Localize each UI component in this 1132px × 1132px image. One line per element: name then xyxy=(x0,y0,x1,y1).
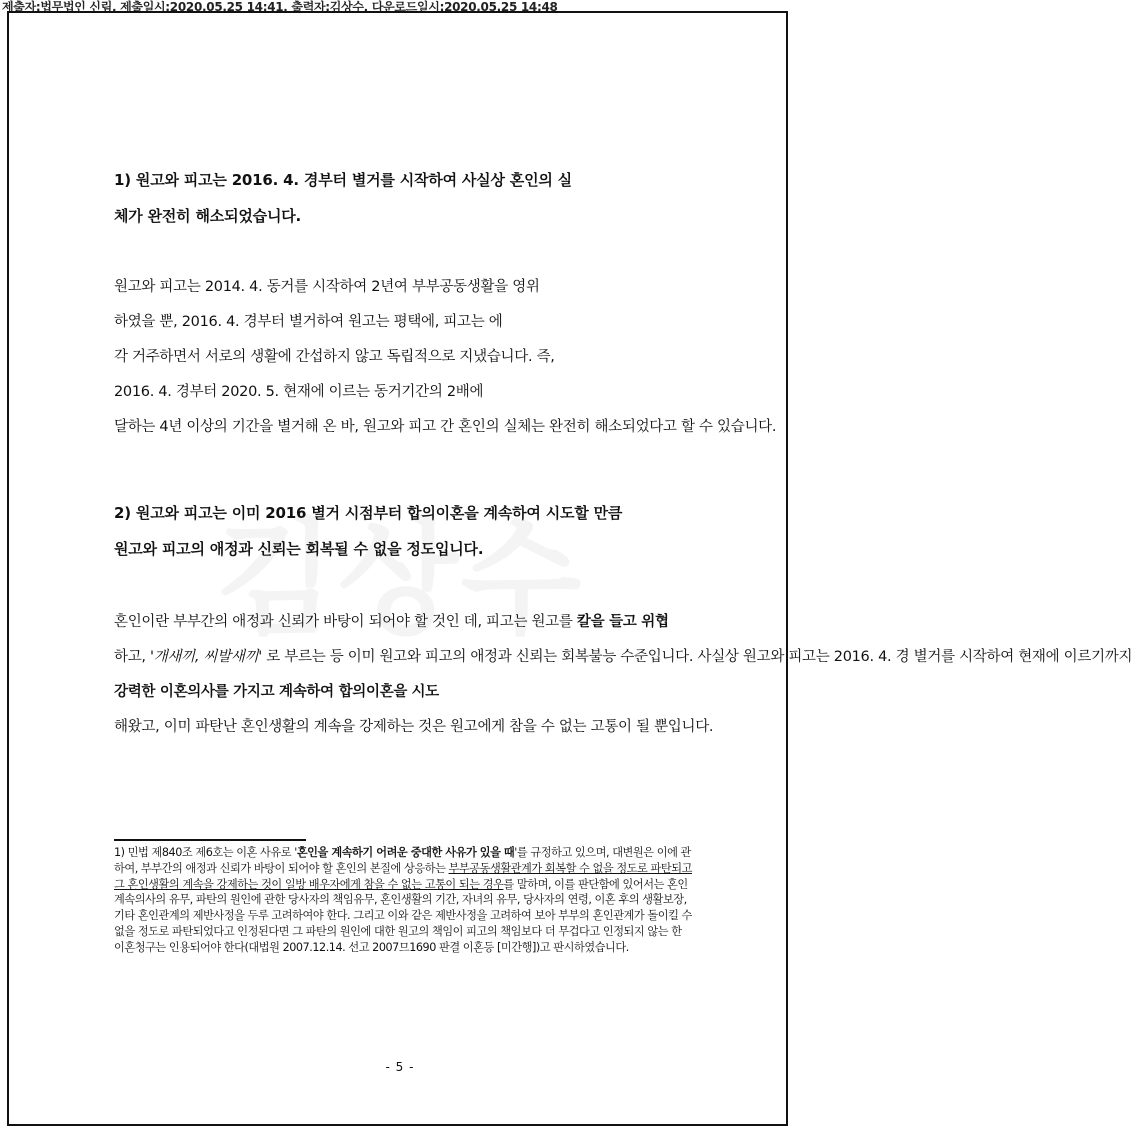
section-1-heading xyxy=(114,162,692,234)
footnote-text: 민법 제840조 제6호는 이혼 사유로 ' xyxy=(127,846,297,859)
section-2-body-text: 하고, ' xyxy=(114,649,154,665)
page-number: - 5 - xyxy=(385,1060,415,1074)
section-2-body-bold-attempt: 시도 xyxy=(411,684,439,700)
section-1-heading-text: 1) 원고와 피고는 2016. 4. 경부터 별거를 시작하여 사실상 혼인의 실 xyxy=(114,171,572,189)
section-1-body-line: 달하는 4년 이상의 기간을 별거해 온 바, 원고와 피고 간 혼인의 실체는 완전히 해소되었다고 할 수 있습니다. xyxy=(114,419,777,435)
footnote xyxy=(114,845,692,956)
section-2-body-bold-threat: 칼을 들고 위협 xyxy=(576,614,669,630)
section-2-body-quote: 개새끼, 씨발새끼 xyxy=(153,649,259,665)
footnote-marker: 1) xyxy=(114,846,125,859)
section-1-body-line: 각 거주하면서 서로의 생활에 간섭하지 않고 독립적으로 지냈습니다. 즉, xyxy=(114,349,555,365)
section-2-heading-text-2: 원고와 피고의 애정과 신뢰는 회복될 수 없을 정도입니다. xyxy=(114,540,484,558)
section-1-body-line: 2016. 4. 경부터 2020. 5. 현재에 이르는 동거기간의 2배에 xyxy=(114,384,484,400)
section-2-heading-text: 2) 원고와 피고는 이미 2016 별거 시점부터 합의이혼을 계속하여 시도할 만큼 xyxy=(114,504,623,522)
header-stamp: 제출자:법무법인 신림, 제출일시:2020.05.25 14:41, 출력자:김상수, 다운로드일시:2020.05.25 14:48 xyxy=(2,0,558,14)
section-2-body-text: ' 로 부르는 등 이미 원고와 피고의 애정과 신뢰는 회복불능 수준입니다. 사실상 원고와 피고는 2016. 4. 경 별거를 시작하여 현재에 이르기까지 xyxy=(258,649,1132,665)
section-2-body-text: 해왔고, 이미 파탄난 혼인생활의 계속을 강제하는 것은 원고에게 참을 수 없는 고통이 될 뿐입니다. xyxy=(114,719,714,735)
section-2-heading xyxy=(114,495,692,567)
section-2-body-text: 혼인이란 부부간의 애정과 신뢰가 바탕이 되어야 할 것인 데, 피고는 원고를 xyxy=(114,614,573,630)
section-1-body xyxy=(114,270,777,445)
footnote-bold: 혼인을 계속하기 어려운 중대한 사유가 있을 때 xyxy=(296,846,515,859)
section-1-body-line: 원고와 피고는 2014. 4. 동거를 시작하여 2년여 부부공동생활을 영위 xyxy=(114,279,540,295)
section-1-heading-text-2: 체가 완전히 해소되었습니다. xyxy=(114,207,302,225)
section-1-body-line: 하였을 뿐, 2016. 4. 경부터 별거하여 원고는 평택에, 피고는 에 xyxy=(114,314,503,330)
footnote-underline: 부부공동생활관계가 회복할 수 없을 정도로 파탄되고 그 혼인생활의 계속을 강제하는 것이 일방 배우자에게 참을 수 없는 고통이 되는 경우 xyxy=(114,861,692,891)
section-2-body xyxy=(114,605,1132,745)
section-2-body-bold-intent: 강력한 이혼의사를 가지고 계속하여 합의이혼을 xyxy=(114,684,408,700)
footnote-rule xyxy=(114,839,306,841)
footnote-text: 를 말하며, 이를 판단함에 있어서는 혼인계속의사의 유무, 파탄의 원인에 관한 당사자의 책임유무, 혼인생활의 기간, 자녀의 유무, 당사자의 연령, 이혼 후의 생활보장, 기타 혼인관계의 제반사정을 두루 고려하여야 한다. 그리고 이와 같은 제반사정을 고려하여 보아 부부의 혼인관계가 돌이킬 수 없을 정도로 파탄되었다고 인정된다면 그 파탄의 원인에 대한 원고의 책임이 피고의 책임보다 더 무겁다고 인정되지 않는 한 이혼청구는 인용되어야 한다(대법원 2007.12.14. 선고 2007므1690 판결 이혼등 [미간행])고 판시하였습니다. xyxy=(114,877,692,954)
footnote-text: '를 규정하고 있으며, 대변원은 이에 관하여, 부부간의 애정과 신뢰가 바탕이 되어야 할 혼인의 본질에 상응하는 xyxy=(114,846,691,875)
